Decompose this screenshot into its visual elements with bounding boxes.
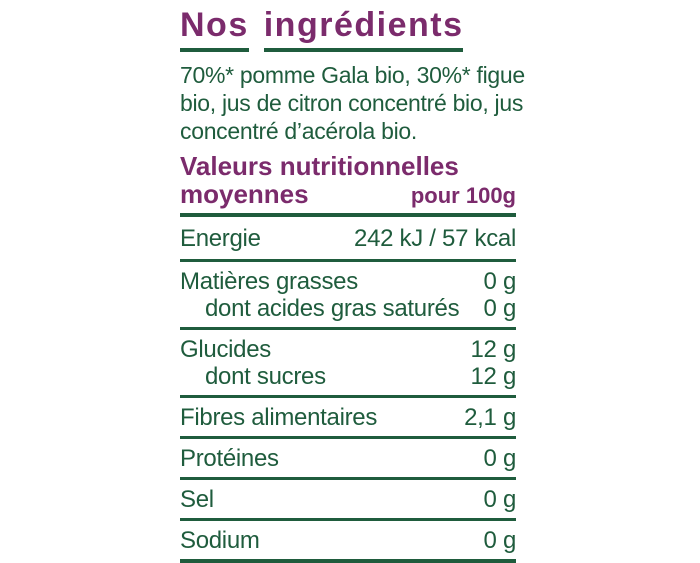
row-value: 0 g <box>483 526 516 554</box>
nutrition-table <box>180 213 516 563</box>
table-row-glucides <box>180 330 516 398</box>
row-sub-value: 12 g <box>470 362 516 390</box>
row-sub-label: dont acides gras saturés <box>205 294 460 322</box>
per-100g-label: pour 100g <box>410 182 516 208</box>
nutrition-heading <box>180 152 516 210</box>
row-sub-value: 0 g <box>483 294 516 322</box>
row-value: 2,1 g <box>464 403 516 431</box>
table-row-matieres-grasses <box>180 262 516 330</box>
row-label: Fibres alimentaires <box>180 403 378 431</box>
table-row-proteines <box>180 439 516 480</box>
row-label: Sel <box>180 485 214 513</box>
table-row-sodium <box>180 521 516 563</box>
table-row-sel <box>180 480 516 521</box>
nutrition-heading-line1: Valeurs nutritionnelles <box>180 150 459 181</box>
row-label: Protéines <box>180 444 279 472</box>
ingredients-title <box>180 8 516 52</box>
row-label: Sodium <box>180 526 260 554</box>
row-value: 0 g <box>483 267 516 295</box>
row-value: 12 g <box>470 335 516 363</box>
row-sub-label: dont sucres <box>205 362 326 390</box>
row-value: 0 g <box>483 444 516 472</box>
product-label <box>180 6 525 563</box>
row-label: Matières grasses <box>180 267 358 295</box>
nutrition-heading-line2: moyennes <box>180 178 309 209</box>
row-value: 0 g <box>483 485 516 513</box>
row-value: 242 kJ / 57 kcal <box>354 224 516 252</box>
row-label: Glucides <box>180 335 271 363</box>
ingredients-title-word-1: Nos <box>180 8 249 52</box>
ingredients-title-word-2: ingrédients <box>264 8 464 52</box>
ingredients-text: 70%* pomme Gala bio, 30%* figue bio, jus de citron concentré bio, jus concentré d’acérola bio. <box>180 61 525 144</box>
table-row-energie <box>180 217 516 262</box>
row-label: Energie <box>180 224 261 252</box>
table-row-fibres <box>180 398 516 439</box>
